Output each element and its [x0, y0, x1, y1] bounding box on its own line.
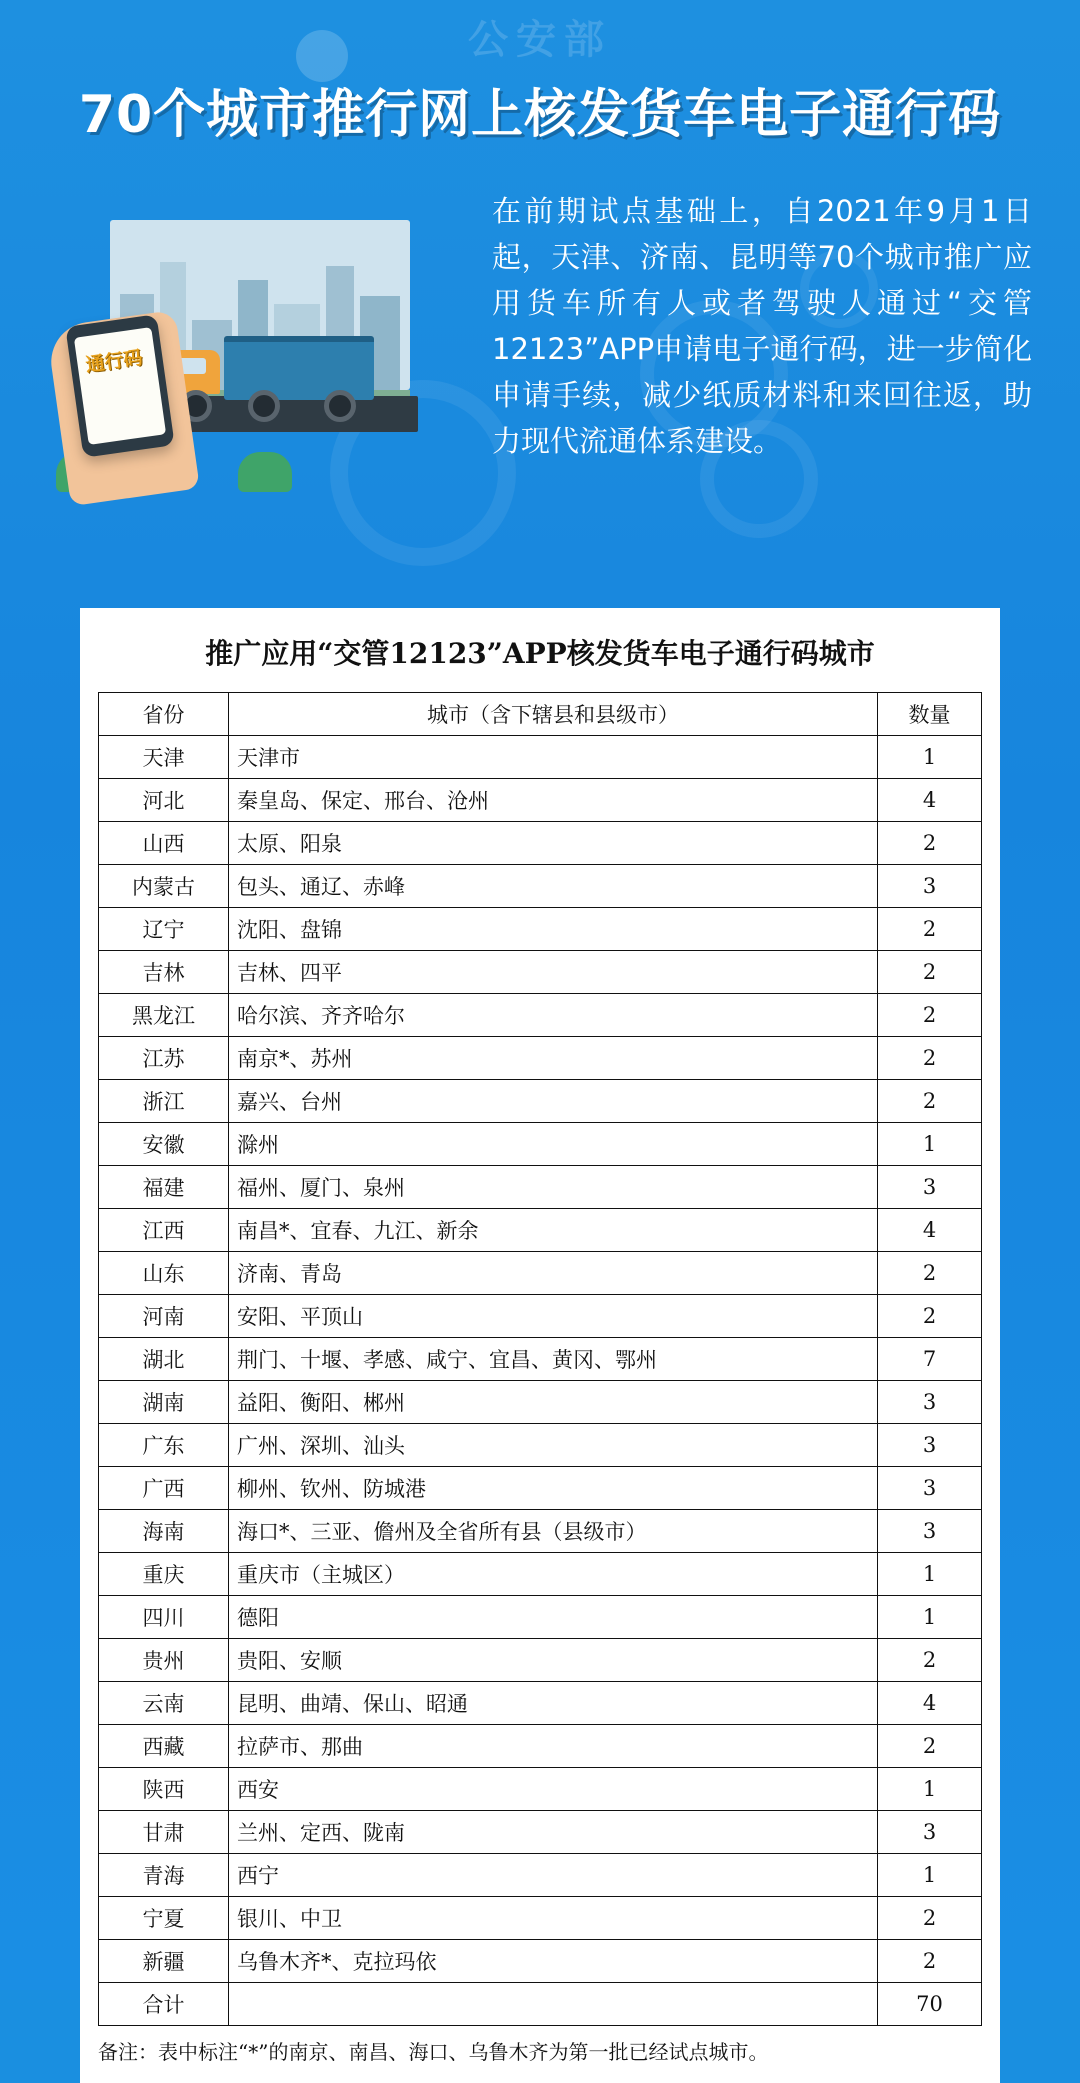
- phone-screen: [74, 327, 166, 445]
- cell-province: 广西: [99, 1467, 229, 1510]
- watermark-text: 公安部: [468, 18, 612, 62]
- table-row: [99, 865, 982, 908]
- table-row: [99, 1424, 982, 1467]
- cell-province: 河南: [99, 1295, 229, 1338]
- cell-count: 2: [878, 1940, 982, 1983]
- cell-count: 2: [878, 908, 982, 951]
- cell-count: 2: [878, 1080, 982, 1123]
- cell-province: 重庆: [99, 1553, 229, 1596]
- cell-count: 2: [878, 994, 982, 1037]
- cell-count: 1: [878, 1596, 982, 1639]
- cell-cities: 海口*、三亚、儋州及全省所有县（县级市）: [229, 1510, 878, 1553]
- total-count: 70: [878, 1983, 982, 2026]
- cell-cities: 柳州、钦州、防城港: [229, 1467, 878, 1510]
- cell-cities: 南京*、苏州: [229, 1037, 878, 1080]
- cell-province: 江西: [99, 1209, 229, 1252]
- cell-count: 2: [878, 1295, 982, 1338]
- column-header-count: 数量: [878, 693, 982, 736]
- cell-cities: 重庆市（主城区）: [229, 1553, 878, 1596]
- cell-count: 4: [878, 1682, 982, 1725]
- table-row: [99, 1166, 982, 1209]
- cell-province: 广东: [99, 1424, 229, 1467]
- cell-province: 天津: [99, 736, 229, 779]
- cell-cities: 昆明、曲靖、保山、昭通: [229, 1682, 878, 1725]
- cell-cities: 滁州: [229, 1123, 878, 1166]
- cell-cities: 安阳、平顶山: [229, 1295, 878, 1338]
- table-row: [99, 1854, 982, 1897]
- cell-count: 3: [878, 1424, 982, 1467]
- column-header-cities: 城市（含下辖县和县级市）: [229, 693, 878, 736]
- cell-province: 黑龙江: [99, 994, 229, 1037]
- cell-count: 1: [878, 1123, 982, 1166]
- cell-cities: 秦皇岛、保定、邢台、沧州: [229, 779, 878, 822]
- table-row: [99, 1639, 982, 1682]
- cell-province: 山西: [99, 822, 229, 865]
- cell-count: 2: [878, 1252, 982, 1295]
- cell-province: 辽宁: [99, 908, 229, 951]
- cell-cities: 嘉兴、台州: [229, 1080, 878, 1123]
- table-row: [99, 736, 982, 779]
- table-title: 推广应用“交管12123”APP核发货车电子通行码城市: [205, 637, 875, 670]
- page-title: 70个城市推行网上核发货车电子通行码: [78, 85, 1002, 145]
- cell-cities: 西安: [229, 1768, 878, 1811]
- cell-count: 2: [878, 1725, 982, 1768]
- cell-cities: 荆门、十堰、孝感、咸宁、宜昌、黄冈、鄂州: [229, 1338, 878, 1381]
- table-row: [99, 822, 982, 865]
- table-row: [99, 1209, 982, 1252]
- cell-cities: 济南、青岛: [229, 1252, 878, 1295]
- cell-cities: 福州、厦门、泉州: [229, 1166, 878, 1209]
- table-row: [99, 1725, 982, 1768]
- intro-paragraph: 在前期试点基础上，自2021年9月1日起，天津、济南、昆明等70个城市推广应用货车所有人或者驾驶人通过“交管12123”APP申请电子通行码，进一步简化申请手续，减少纸质材料和来回往返，助力现代流通体系建设。: [492, 194, 1032, 458]
- column-header-province: 省份: [99, 693, 229, 736]
- cell-province: 安徽: [99, 1123, 229, 1166]
- smartphone-graphic: [65, 314, 174, 458]
- cell-cities: 南昌*、宜春、九江、新余: [229, 1209, 878, 1252]
- table-row: [99, 908, 982, 951]
- cell-count: 3: [878, 1510, 982, 1553]
- cell-province: 宁夏: [99, 1897, 229, 1940]
- table-row: [99, 1338, 982, 1381]
- tree-icon: [238, 452, 292, 492]
- table-row: [99, 1768, 982, 1811]
- cell-province: 内蒙古: [99, 865, 229, 908]
- cell-count: 4: [878, 779, 982, 822]
- total-cities: [229, 1983, 878, 2026]
- cell-cities: 银川、中卫: [229, 1897, 878, 1940]
- table-row: [99, 1510, 982, 1553]
- table-note: 备注：表中标注“*”的南京、南昌、海口、乌鲁木齐为第一批已经试点城市。: [98, 2040, 769, 2064]
- cell-count: 2: [878, 1037, 982, 1080]
- table-body: [99, 736, 982, 2026]
- table-row: [99, 1252, 982, 1295]
- table-total-row: [99, 1983, 982, 2026]
- cell-count: 4: [878, 1209, 982, 1252]
- cell-province: 四川: [99, 1596, 229, 1639]
- table-card: [80, 608, 1000, 2083]
- cell-province: 湖南: [99, 1381, 229, 1424]
- table-row: [99, 1381, 982, 1424]
- table-row: [99, 951, 982, 994]
- cell-province: 湖北: [99, 1338, 229, 1381]
- truck-container-graphic: [224, 336, 374, 400]
- table-row: [99, 1596, 982, 1639]
- table-row: [99, 1811, 982, 1854]
- cell-count: 1: [878, 1768, 982, 1811]
- cell-cities: 包头、通辽、赤峰: [229, 865, 878, 908]
- cell-count: 1: [878, 1854, 982, 1897]
- cell-cities: 太原、阳泉: [229, 822, 878, 865]
- cell-province: 山东: [99, 1252, 229, 1295]
- cell-cities: 兰州、定西、陇南: [229, 1811, 878, 1854]
- cell-count: 2: [878, 822, 982, 865]
- table-row: [99, 779, 982, 822]
- cell-count: 2: [878, 1897, 982, 1940]
- cell-cities: 沈阳、盘锦: [229, 908, 878, 951]
- cell-province: 西藏: [99, 1725, 229, 1768]
- cell-cities: 西宁: [229, 1854, 878, 1897]
- illustration: [48, 200, 438, 500]
- cell-count: 2: [878, 1639, 982, 1682]
- cell-province: 甘肃: [99, 1811, 229, 1854]
- table-row: [99, 1553, 982, 1596]
- cell-cities: 吉林、四平: [229, 951, 878, 994]
- table-row: [99, 1037, 982, 1080]
- cell-cities: 哈尔滨、齐齐哈尔: [229, 994, 878, 1037]
- cell-province: 浙江: [99, 1080, 229, 1123]
- table-row: [99, 1897, 982, 1940]
- cell-count: 1: [878, 1553, 982, 1596]
- table-header-row: [99, 693, 982, 736]
- truck-wheel-icon: [248, 390, 280, 422]
- cell-count: 3: [878, 865, 982, 908]
- table-row: [99, 1295, 982, 1338]
- total-label: 合计: [99, 1983, 229, 2026]
- cell-province: 江苏: [99, 1037, 229, 1080]
- cell-count: 3: [878, 1381, 982, 1424]
- cell-province: 福建: [99, 1166, 229, 1209]
- cell-cities: 天津市: [229, 736, 878, 779]
- city-table: [98, 692, 982, 2026]
- table-row: [99, 1940, 982, 1983]
- cell-count: 3: [878, 1811, 982, 1854]
- cell-cities: 益阳、衡阳、郴州: [229, 1381, 878, 1424]
- cell-cities: 德阳: [229, 1596, 878, 1639]
- table-row: [99, 1682, 982, 1725]
- cell-province: 新疆: [99, 1940, 229, 1983]
- cell-count: 3: [878, 1166, 982, 1209]
- cell-province: 河北: [99, 779, 229, 822]
- cell-province: 贵州: [99, 1639, 229, 1682]
- cell-cities: 乌鲁木齐*、克拉玛依: [229, 1940, 878, 1983]
- cell-count: 2: [878, 951, 982, 994]
- phone-screen-label: 通行码: [84, 346, 144, 377]
- cell-province: 吉林: [99, 951, 229, 994]
- table-row: [99, 1467, 982, 1510]
- cell-province: 云南: [99, 1682, 229, 1725]
- cell-count: 7: [878, 1338, 982, 1381]
- cell-count: 1: [878, 736, 982, 779]
- truck-wheel-icon: [324, 390, 356, 422]
- cell-province: 陕西: [99, 1768, 229, 1811]
- cell-province: 海南: [99, 1510, 229, 1553]
- table-row: [99, 1123, 982, 1166]
- cell-cities: 贵阳、安顺: [229, 1639, 878, 1682]
- table-row: [99, 994, 982, 1037]
- table-row: [99, 1080, 982, 1123]
- cell-cities: 拉萨市、那曲: [229, 1725, 878, 1768]
- cell-cities: 广州、深圳、汕头: [229, 1424, 878, 1467]
- cell-province: 青海: [99, 1854, 229, 1897]
- cell-count: 3: [878, 1467, 982, 1510]
